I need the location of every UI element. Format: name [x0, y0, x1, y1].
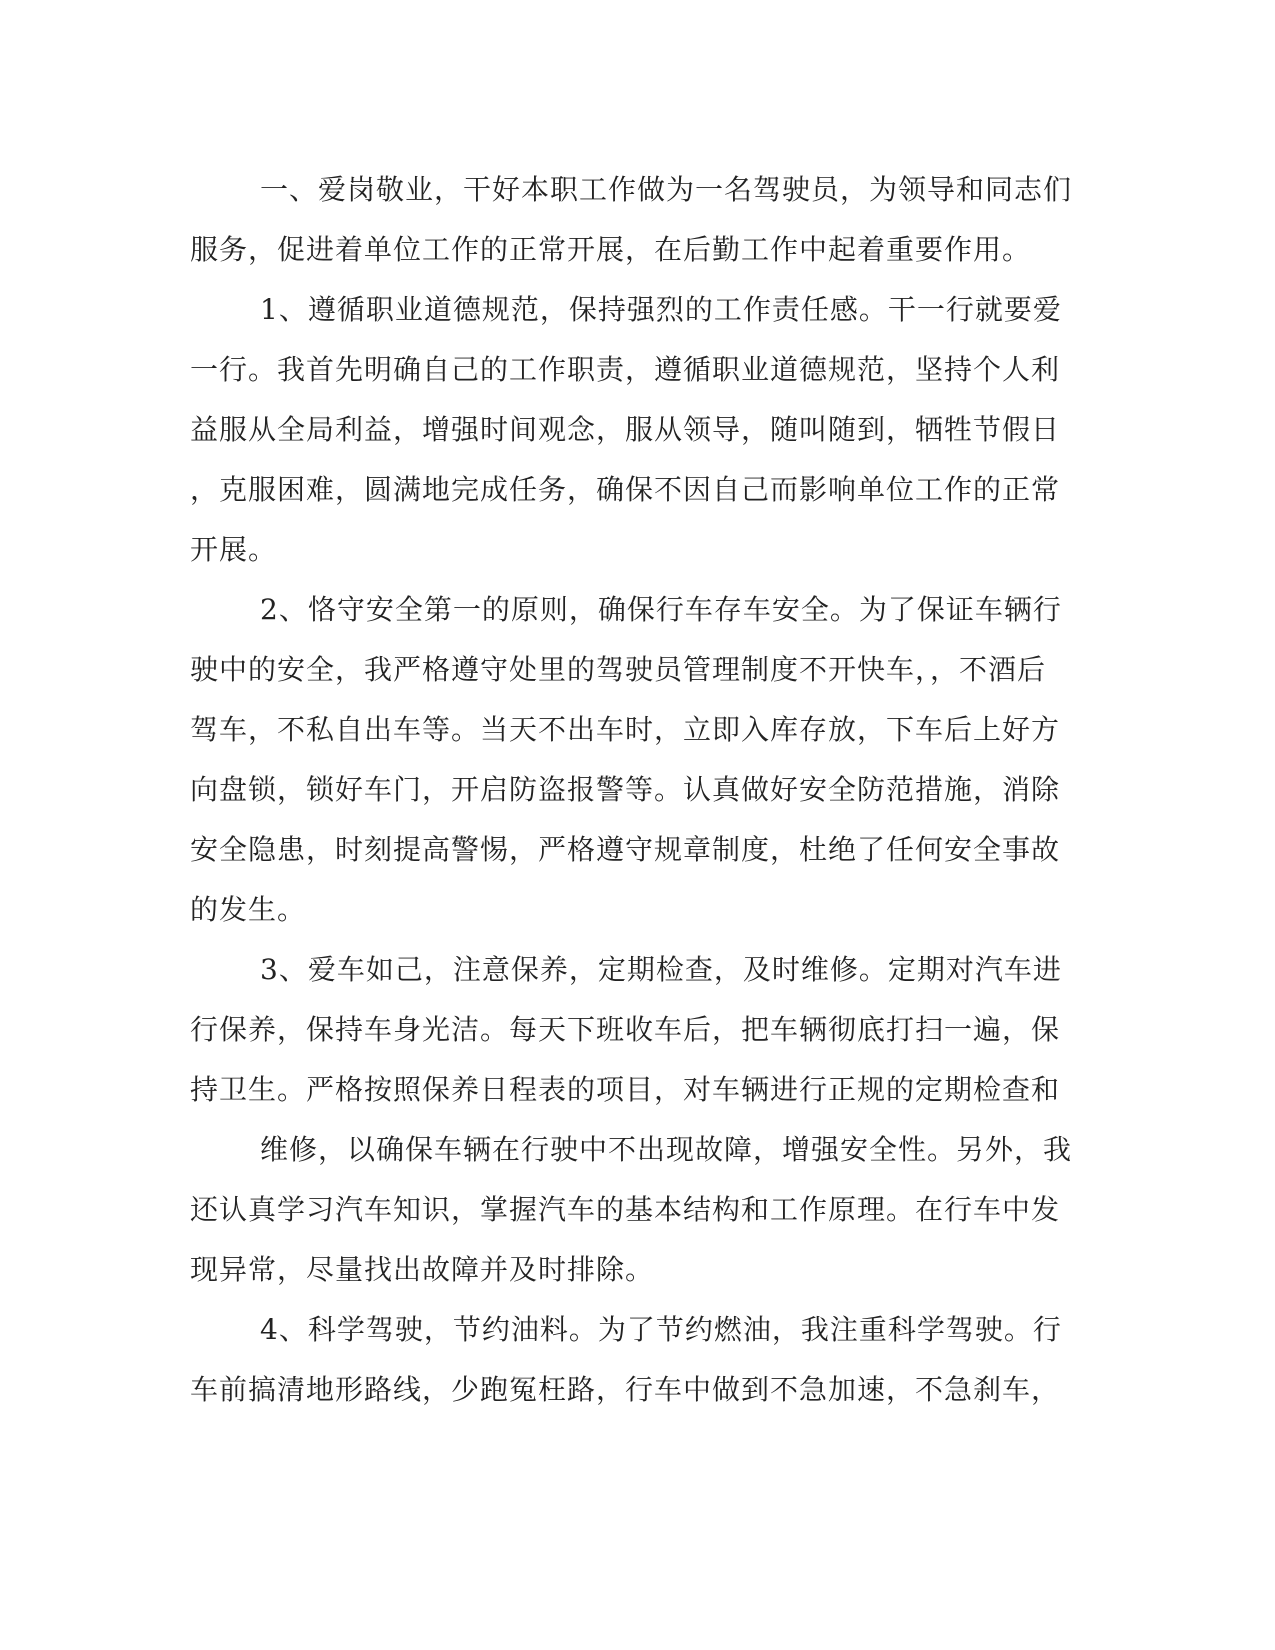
text-line: ，克服困难，圆满地完成任务，确保不因自己而影响单位工作的正常 — [190, 473, 1061, 506]
text-line: 一、爱岗敬业，干好本职工作做为一名驾驶员，为领导和同志们 — [260, 173, 1073, 206]
text-line: 维修，以确保车辆在行驶中不出现故障，增强安全性。另外，我 — [260, 1133, 1073, 1166]
text-line: 一行。我首先明确自己的工作职责，遵循职业道德规范，坚持个人利 — [190, 353, 1061, 386]
text-line: 开展。 — [190, 533, 278, 566]
text-line: 的发生。 — [190, 893, 307, 926]
text-line: 服务，促进着单位工作的正常开展，在后勤工作中起着重要作用。 — [190, 233, 1032, 266]
text-line: 现异常，尽量找出故障并及时排除。 — [190, 1253, 655, 1286]
text-line: 2、恪守安全第一的原则，确保行车存车安全。为了保证车辆行 — [260, 593, 1062, 626]
text-line: 驶中的安全，我严格遵守处里的驾驶员管理制度不开快车，，不酒后 — [190, 653, 1047, 686]
text-line: 持卫生。严格按照保养日程表的项目，对车辆进行正规的定期检查和 — [190, 1073, 1061, 1106]
text-line: 1、遵循职业道德规范，保持强烈的工作责任感。干一行就要爱 — [260, 293, 1062, 326]
text-line: 益服从全局利益，增强时间观念，服从领导，随叫随到，牺牲节假日 — [190, 413, 1061, 446]
body-text — [190, 160, 1090, 1420]
text-line: 3、爱车如己，注意保养，定期检查，及时维修。定期对汽车进 — [260, 953, 1062, 986]
text-line: 驾车，不私自出车等。当天不出车时，立即入库存放，下车后上好方 — [190, 713, 1061, 746]
text-line: 行保养，保持车身光洁。每天下班收车后，把车辆彻底打扫一遍，保 — [190, 1013, 1061, 1046]
text-line: 还认真学习汽车知识，掌握汽车的基本结构和工作原理。在行车中发 — [190, 1193, 1061, 1226]
text-line: 车前搞清地形路线，少跑冤枉路，行车中做到不急加速，不急刹车， — [190, 1373, 1061, 1406]
text-line: 4、科学驾驶，节约油料。为了节约燃油，我注重科学驾驶。行 — [260, 1313, 1062, 1346]
text-line: 安全隐患，时刻提高警惕，严格遵守规章制度，杜绝了任何安全事故 — [190, 833, 1061, 866]
text-line: 向盘锁，锁好车门，开启防盗报警等。认真做好安全防范措施，消除 — [190, 773, 1061, 806]
